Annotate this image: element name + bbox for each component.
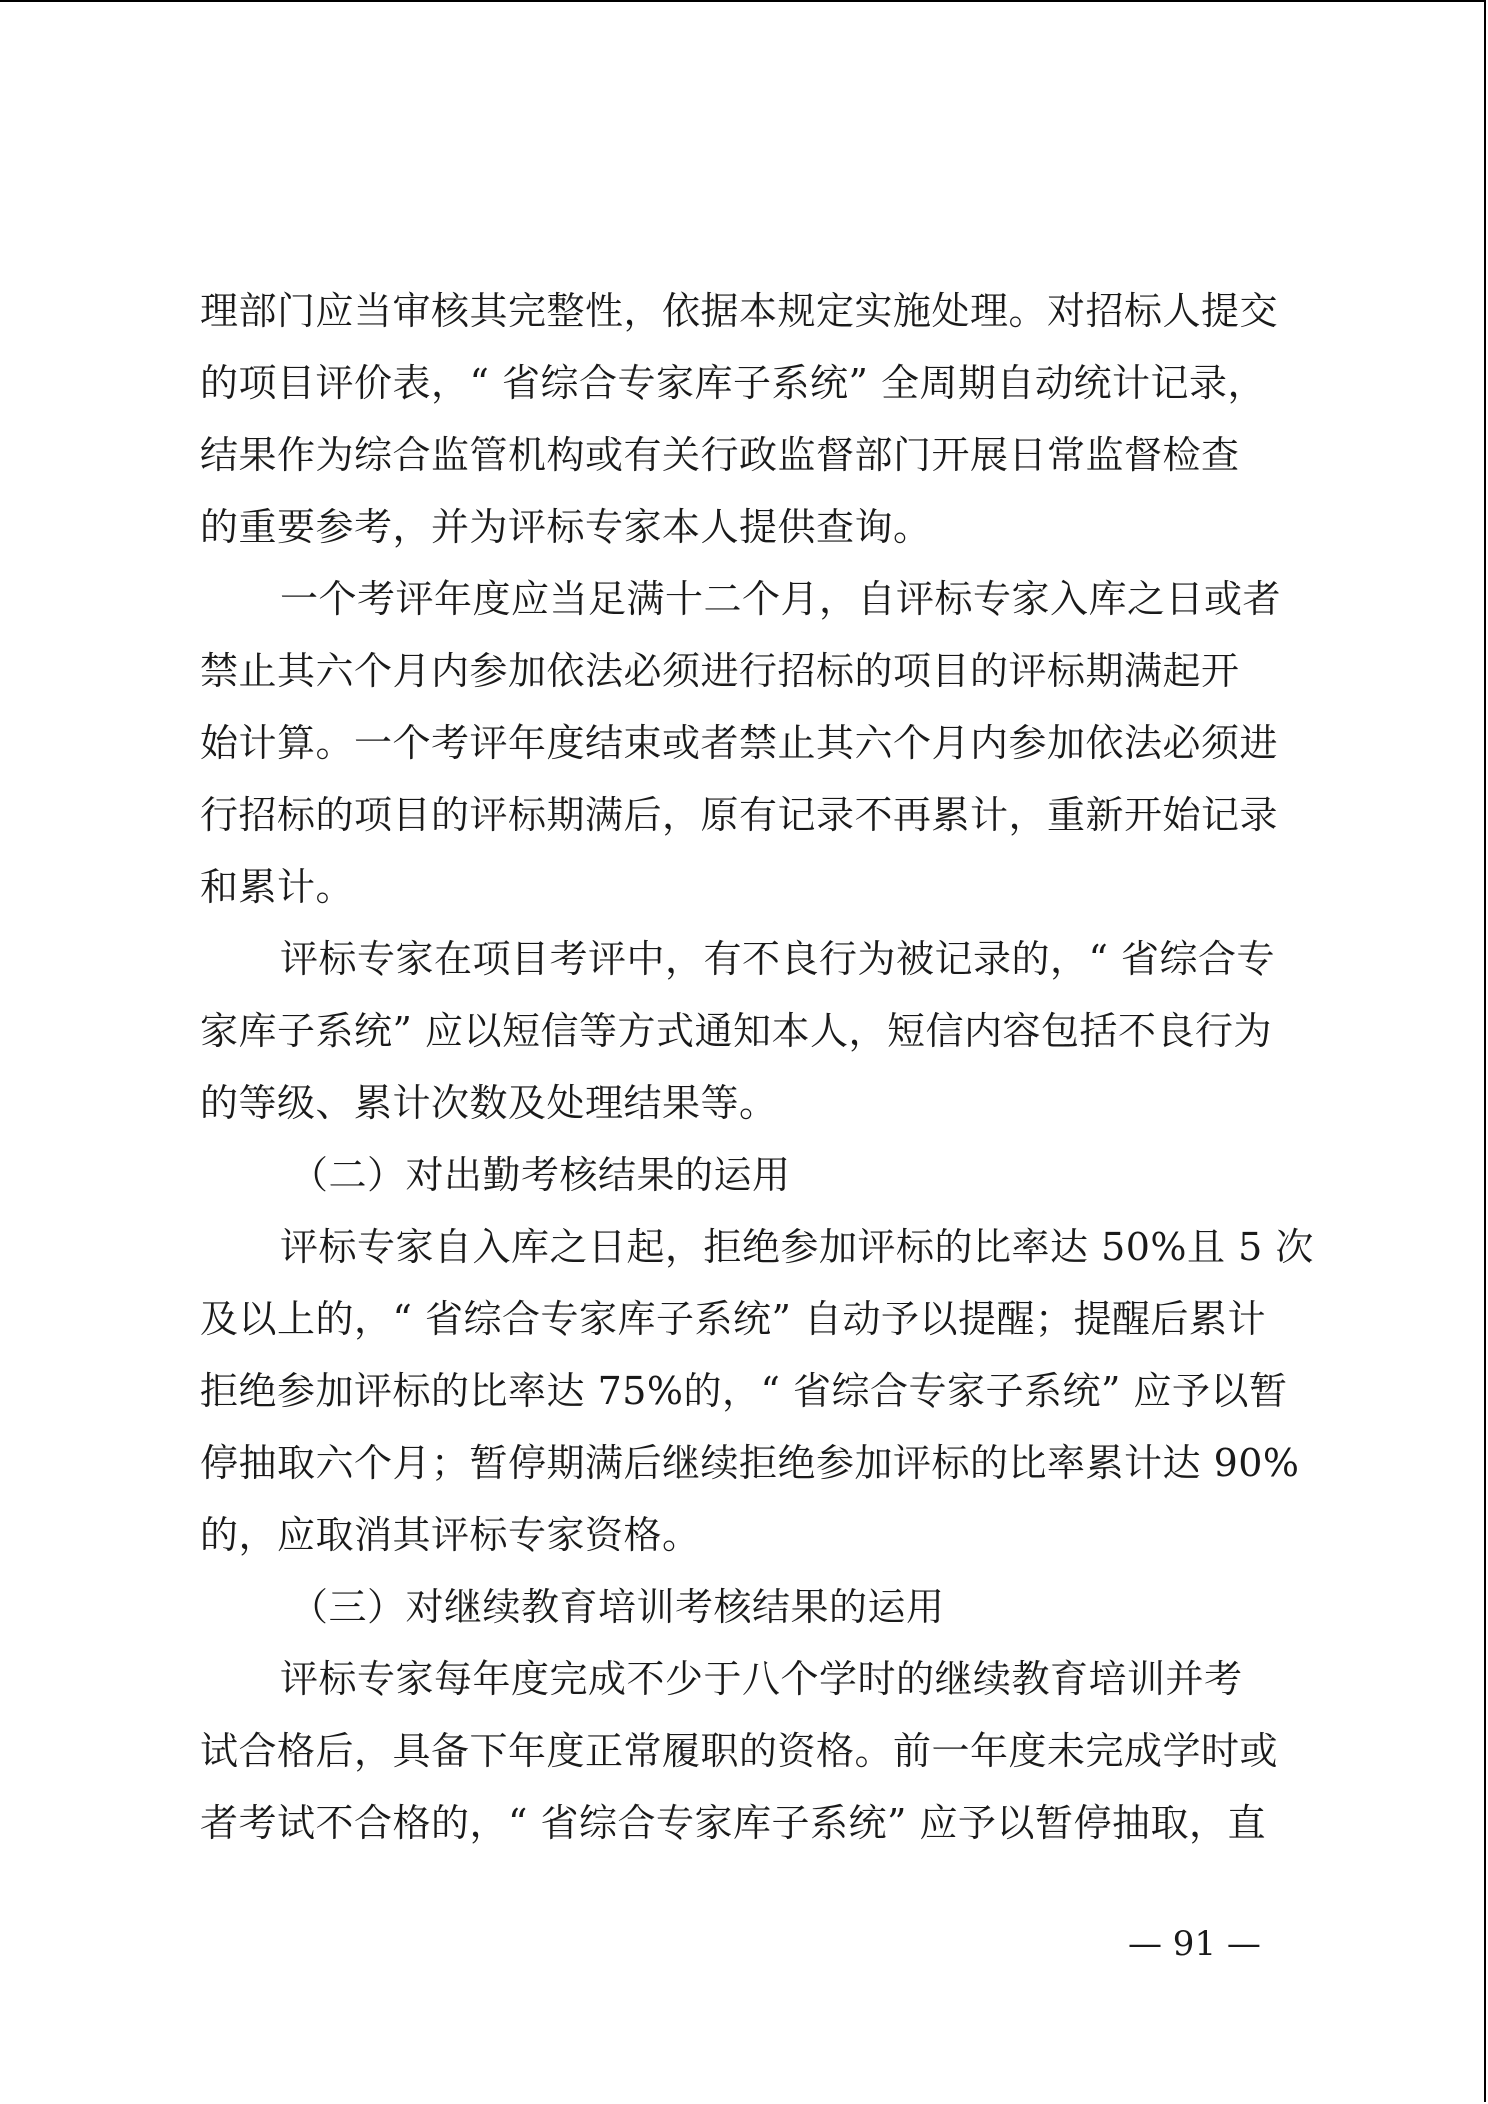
text-line: 评标专家每年度完成不少于八个学时的继续教育培训并考	[280, 1657, 1243, 1701]
text-line: 的项目评价表，“ 省综合专家库子系统” 全周期自动统计记录，	[200, 361, 1267, 405]
text-line: 和累计。	[200, 865, 355, 909]
text-line: 禁止其六个月内参加依法必须进行招标的项目的评标期满起开	[200, 649, 1240, 693]
text-line: 拒绝参加评标的比率达 75%的，“ 省综合专家子系统” 应予以暂	[200, 1369, 1288, 1413]
text-line: 者考试不合格的，“ 省综合专家库子系统” 应予以暂停抽取，直	[200, 1801, 1267, 1845]
text-line: 的重要参考，并为评标专家本人提供查询。	[200, 505, 932, 549]
text-line: 一个考评年度应当足满十二个月，自评标专家入库之日或者	[280, 577, 1282, 621]
text-line: 的等级、累计次数及处理结果等。	[200, 1081, 778, 1125]
text-line: 停抽取六个月；暂停期满后继续拒绝参加评标的比率累计达 90%	[200, 1441, 1300, 1485]
text-line: 试合格后，具备下年度正常履职的资格。前一年度未完成学时或	[200, 1729, 1279, 1773]
text-line: 及以上的，“ 省综合专家库子系统” 自动予以提醒；提醒后累计	[200, 1297, 1267, 1341]
text-line: 评标专家自入库之日起，拒绝参加评标的比率达 50%且 5 次	[280, 1225, 1314, 1269]
document-body	[200, 275, 1320, 1859]
section-heading: （二）对出勤考核结果的运用	[290, 1153, 791, 1197]
text-line: 评标专家在项目考评中，有不良行为被记录的，“ 省综合专	[280, 937, 1276, 981]
text-line: 的，应取消其评标专家资格。	[200, 1513, 701, 1557]
text-line: 始计算。一个考评年度结束或者禁止其六个月内参加依法必须进	[200, 721, 1279, 765]
text-line: 行招标的项目的评标期满后，原有记录不再累计，重新开始记录	[200, 793, 1279, 837]
text-line: 理部门应当审核其完整性，依据本规定实施处理。对招标人提交	[200, 289, 1279, 333]
text-line: 家库子系统” 应以短信等方式通知本人，短信内容包括不良行为	[200, 1009, 1273, 1053]
page-number: — 91 —	[1128, 1924, 1261, 1964]
text-line: 结果作为综合监管机构或有关行政监督部门开展日常监督检查	[200, 433, 1240, 477]
section-heading: （三）对继续教育培训考核结果的运用	[290, 1585, 945, 1629]
